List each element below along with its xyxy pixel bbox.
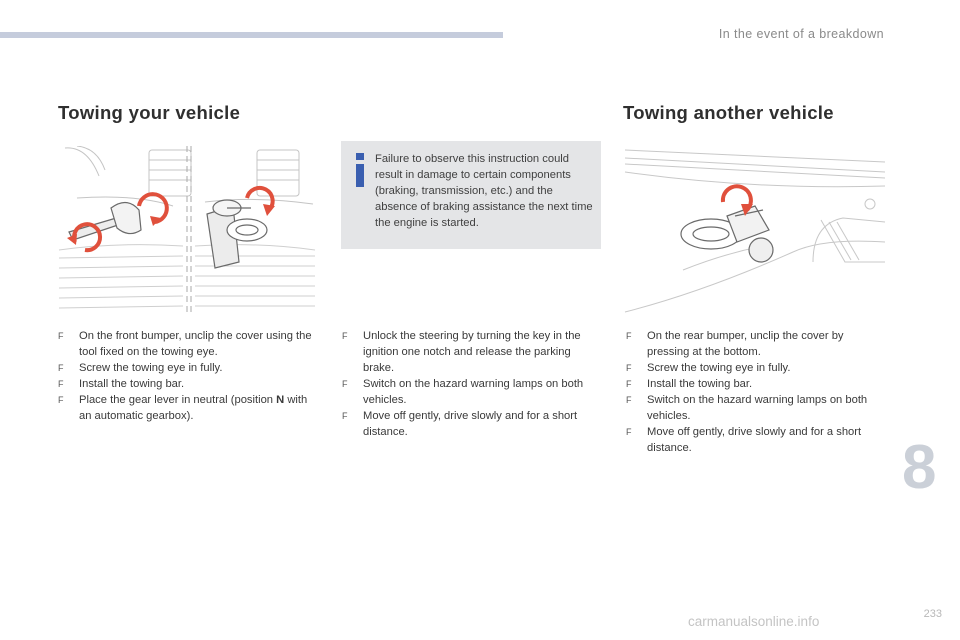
chapter-title: In the event of a breakdown: [718, 27, 884, 41]
step-text: Unlock the steering by turning the key in the ignition one notch and release the parking brake.: [363, 330, 581, 374]
step-text: On the rear bumper, unclip the cover by pressing at the bottom.: [647, 330, 844, 358]
bullet-icon: F: [58, 363, 64, 373]
step-text: Install the towing bar.: [647, 378, 753, 390]
info-text: Failure to observe this instruction could result in damage to certain components (braking, transmission, etc.) and the absence of braking assistance the next time the engine is started.: [375, 153, 593, 229]
chapter-number: 8: [902, 433, 937, 502]
rear-towing-illustration: [623, 142, 886, 316]
bullet-icon: F: [342, 331, 348, 341]
step-text: Move off gently, drive slowly and for a short distance.: [647, 426, 862, 454]
bullet-icon: F: [58, 331, 64, 341]
step-text: On the front bumper, unclip the cover using the tool fixed on the towing eye.: [79, 330, 312, 358]
bullet-icon: F: [626, 363, 632, 373]
list-item: [625, 360, 887, 376]
towing-procedure-steps: [341, 328, 603, 440]
section-title-towing-another-vehicle: Towing another vehicle: [623, 102, 834, 123]
list-item: [341, 408, 603, 440]
bullet-icon: F: [626, 395, 632, 405]
list-item: [57, 328, 322, 360]
front-towing-illustration: [57, 146, 317, 316]
step-text: Switch on the hazard warning lamps on both vehicles.: [647, 394, 868, 422]
rear-towing-steps: [625, 328, 887, 456]
step-text: Move off gently, drive slowly and for a short distance.: [363, 410, 578, 438]
step-text: Screw the towing eye in fully.: [79, 362, 223, 374]
list-item: [625, 392, 887, 424]
list-item: [57, 392, 322, 424]
list-item: [341, 376, 603, 408]
watermark: carmanualsonline.info: [688, 614, 820, 629]
step-text: Place the gear lever in neutral (position N with an automatic gearbox).: [79, 394, 308, 422]
page-number: 233: [923, 608, 942, 620]
step-text: Screw the towing eye in fully.: [647, 362, 791, 374]
front-towing-steps: [57, 328, 322, 424]
bullet-icon: F: [342, 411, 348, 421]
list-item: [57, 360, 322, 376]
section-title-towing-your-vehicle: Towing your vehicle: [58, 102, 241, 123]
bullet-icon: F: [626, 331, 632, 341]
step-text: Switch on the hazard warning lamps on both vehicles.: [363, 378, 584, 406]
bullet-icon: F: [342, 379, 348, 389]
list-item: [341, 328, 603, 376]
list-item: [625, 328, 887, 360]
step-text: Install the towing bar.: [79, 378, 185, 390]
bullet-icon: F: [626, 379, 632, 389]
list-item: [625, 376, 887, 392]
header-bar: [0, 32, 503, 38]
info-icon: [351, 153, 369, 187]
bullet-icon: F: [58, 379, 64, 389]
info-box: [341, 141, 601, 249]
list-item: [625, 424, 887, 456]
bullet-icon: F: [626, 427, 632, 437]
list-item: [57, 376, 322, 392]
bullet-icon: F: [58, 395, 64, 405]
